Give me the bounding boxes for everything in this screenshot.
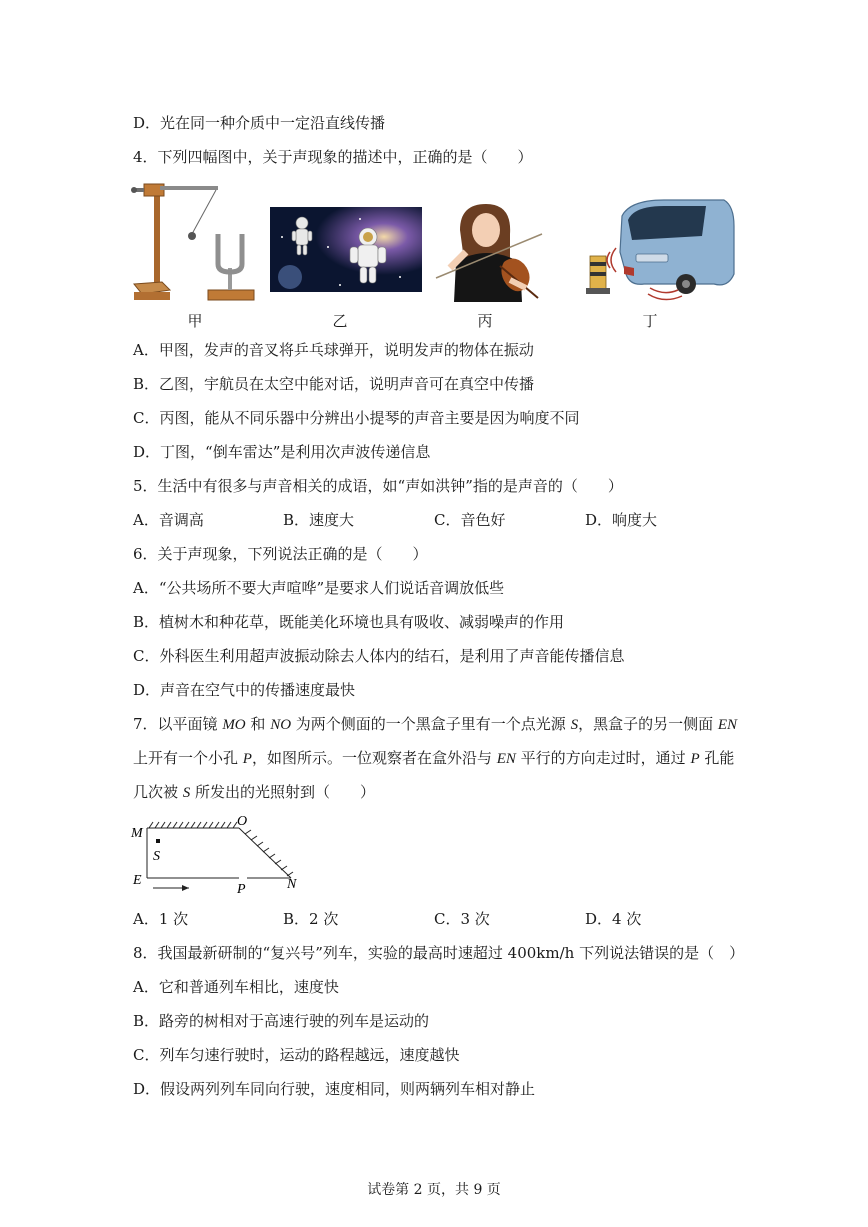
q8-option-c: C．列车匀速行驶时，运动的路程越远，速度越快 <box>133 1046 460 1064</box>
q5-stem: 5．生活中有很多与声音相关的成语，如“声如洪钟”指的是声音的（ ） <box>133 477 623 495</box>
q6-option-d: D．声音在空气中的传播速度最快 <box>133 681 356 699</box>
q7-option-b: B．2 次 <box>283 910 339 928</box>
q7-option-d: D．4 次 <box>585 910 642 928</box>
figure-mirror-box <box>125 812 310 897</box>
light-source-point <box>156 839 160 843</box>
q4-option-b: B．乙图，宇航员在太空中能对话，说明声音可在真空中传播 <box>133 375 535 393</box>
q8-option-b: B．路旁的树相对于高速行驶的列车是运动的 <box>133 1012 430 1030</box>
q6-option-b: B．植树木和种花草，既能美化环境也具有吸收、减弱噪声的作用 <box>133 613 565 631</box>
q4-option-d: D．丁图，“倒车雷达”是利用次声波传递信息 <box>133 443 431 461</box>
label-p: P <box>237 882 246 897</box>
q5-option-a: A．音调高 <box>133 511 204 529</box>
label-m: M <box>131 826 143 841</box>
q7-option-a: A．1 次 <box>133 910 189 928</box>
q7-option-c: C．3 次 <box>434 910 490 928</box>
q5-option-c: C．音色好 <box>434 511 506 529</box>
q3-option-d: D．光在同一种介质中一定沿直线传播 <box>133 114 386 132</box>
q4-stem: 4．下列四幅图中，关于声现象的描述中，正确的是（ ） <box>133 148 533 166</box>
figure-caption-bing: 丙 <box>477 312 493 330</box>
label-e: E <box>133 873 142 888</box>
figure-jia-tuning-fork <box>130 180 258 304</box>
figure-caption-jia: 甲 <box>187 312 203 330</box>
figure-bing-violin-player <box>430 200 548 302</box>
label-o: O <box>237 814 248 829</box>
q5-option-b: B．速度大 <box>283 511 355 529</box>
q6-stem: 6．关于声现象，下列说法正确的是（ ） <box>133 545 428 563</box>
page-footer: 试卷第 2 页，共 9 页 <box>367 1182 501 1198</box>
figure-ding-reversing-radar <box>574 196 736 304</box>
q7-stem-line-3: 几次被 S 所发出的光照射到（ ） <box>133 783 376 801</box>
q8-stem: 8．我国最新研制的“复兴号”列车，实验的最高时速超过 400km/h 下列说法错误的是（ ） <box>133 944 745 962</box>
q4-option-a: A．甲图，发声的音叉将乒乓球弹开，说明发声的物体在振动 <box>133 341 534 359</box>
q8-option-a: A．它和普通列车相比，速度快 <box>133 978 339 996</box>
q4-option-c: C．丙图，能从不同乐器中分辨出小提琴的声音主要是因为响度不同 <box>133 409 580 427</box>
q8-option-d: D．假设两列列车同向行驶，速度相同，则两辆列车相对静止 <box>133 1080 536 1098</box>
q5-option-d: D．响度大 <box>585 511 658 529</box>
q6-option-c: C．外科医生利用超声波振动除去人体内的结石，是利用了声音能传播信息 <box>133 647 625 665</box>
figure-yi-astronauts-in-space <box>270 207 422 292</box>
q6-option-a: A．“公共场所不要大声喧哗”是要求人们说话音调放低些 <box>133 579 505 597</box>
figure-caption-yi: 乙 <box>332 312 348 330</box>
q7-stem-line-1: 7．以平面镜 MO 和 NO 为两个侧面的一个黑盒子里有一个点光源 S，黑盒子的另一侧面 EN <box>133 715 738 733</box>
figure-caption-ding: 丁 <box>642 312 658 330</box>
q7-stem-line-2: 上开有一个小孔 P，如图所示。一位观察者在盒外沿与 EN 平行的方向走过时，通过 P 孔能 <box>133 749 735 767</box>
label-s: S <box>153 849 160 864</box>
label-n: N <box>287 877 297 892</box>
